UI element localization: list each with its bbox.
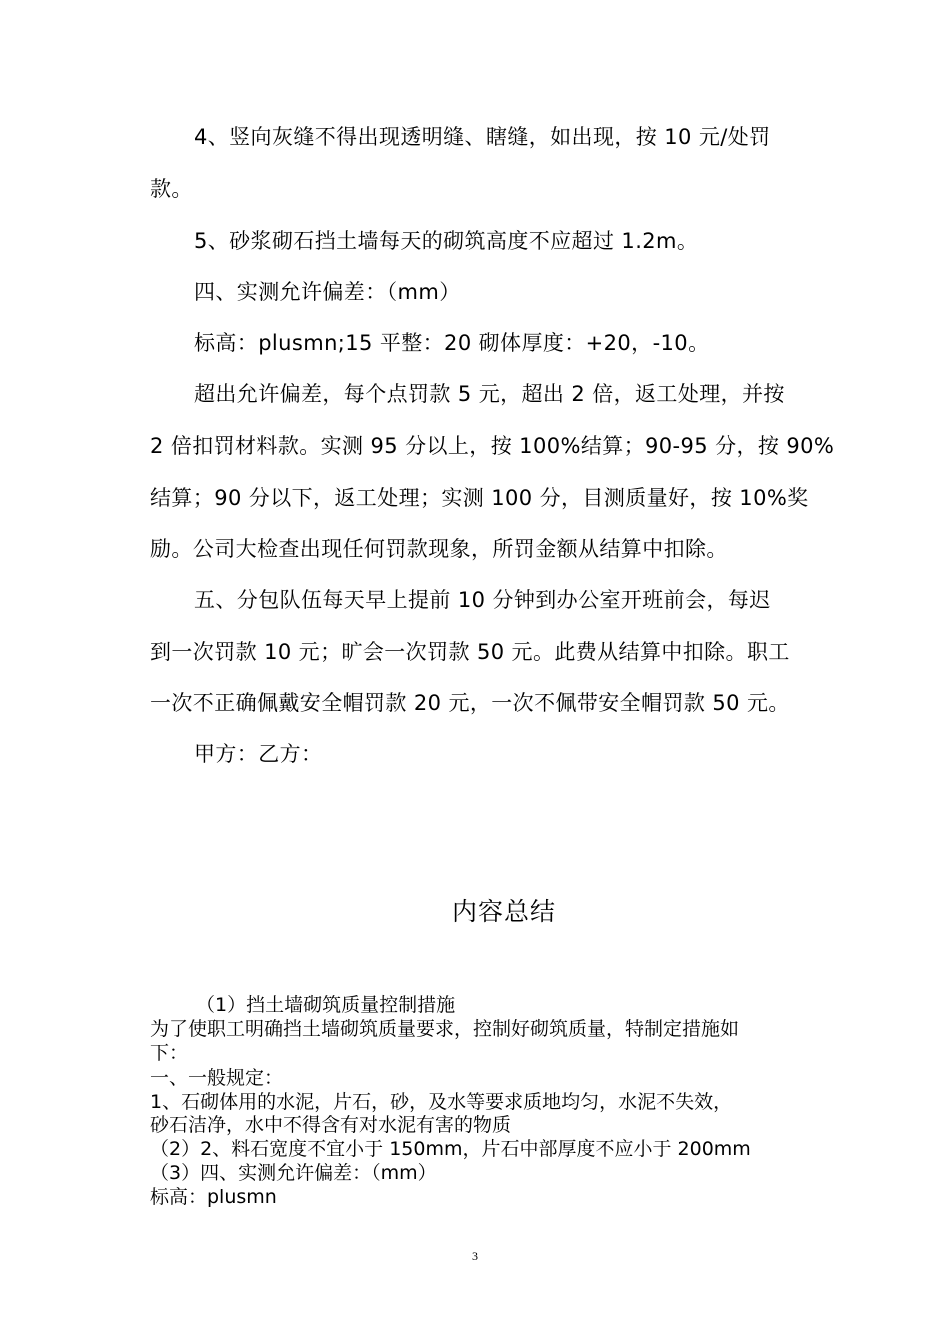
summary-title: 内容总结 bbox=[451, 897, 556, 926]
paragraph-line: 励。公司大检查出现任何罚款现象，所罚金额从结算中扣除。 bbox=[150, 537, 728, 561]
paragraph-line: 5、砂浆砌石挡土墙每天的砌筑高度不应超过 1.2m。 bbox=[194, 229, 699, 253]
summary-line: 标高：plusmn bbox=[150, 1186, 277, 1208]
paragraph-line: 标高：plusmn;15 平整：20 砌体厚度：+20，-10。 bbox=[194, 331, 710, 355]
paragraph-line: 到一次罚款 10 元；旷会一次罚款 50 元。此费从结算中扣除。职工 bbox=[150, 640, 790, 664]
paragraph-line: 一次不正确佩戴安全帽罚款 20 元，一次不佩带安全帽罚款 50 元。 bbox=[150, 691, 790, 715]
summary-line: （3）四、实测允许偏差：（mm） bbox=[150, 1162, 437, 1184]
paragraph-line: 4、竖向灰缝不得出现透明缝、瞎缝，如出现，按 10 元/处罚 bbox=[194, 125, 771, 149]
summary-line: （1）挡土墙砌筑质量控制措施 bbox=[196, 994, 456, 1016]
paragraph-line: 2 倍扣罚材料款。实测 95 分以上，按 100%结算；90-95 分，按 90% bbox=[150, 434, 835, 458]
summary-line: 砂石洁净，水中不得含有对水泥有害的物质 bbox=[150, 1114, 512, 1136]
signature-line: 甲方：乙方： bbox=[194, 742, 323, 766]
section-heading: 四、实测允许偏差：（mm） bbox=[194, 280, 461, 304]
paragraph-line: 五、分包队伍每天早上提前 10 分钟到办公室开班前会，每迟 bbox=[194, 588, 771, 612]
summary-line: 1、石砌体用的水泥，片石，砂，及水等要求质地均匀，水泥不失效， bbox=[150, 1091, 733, 1113]
summary-line: 下： bbox=[150, 1042, 189, 1064]
summary-line: 为了使职工明确挡土墙砌筑质量要求，控制好砌筑质量，特制定措施如 bbox=[150, 1018, 740, 1040]
paragraph-line: 超出允许偏差，每个点罚款 5 元，超出 2 倍，返工处理，并按 bbox=[194, 382, 785, 406]
page-number: 3 bbox=[472, 1249, 478, 1263]
summary-line: （2）2、料石宽度不宜小于 150mm，片石中部厚度不应小于 200mm bbox=[150, 1138, 751, 1160]
paragraph-line: 结算；90 分以下，返工处理；实测 100 分，目测质量好，按 10%奖 bbox=[150, 486, 809, 510]
summary-line: 一、一般规定： bbox=[150, 1067, 284, 1089]
paragraph-line: 款。 bbox=[150, 177, 193, 201]
